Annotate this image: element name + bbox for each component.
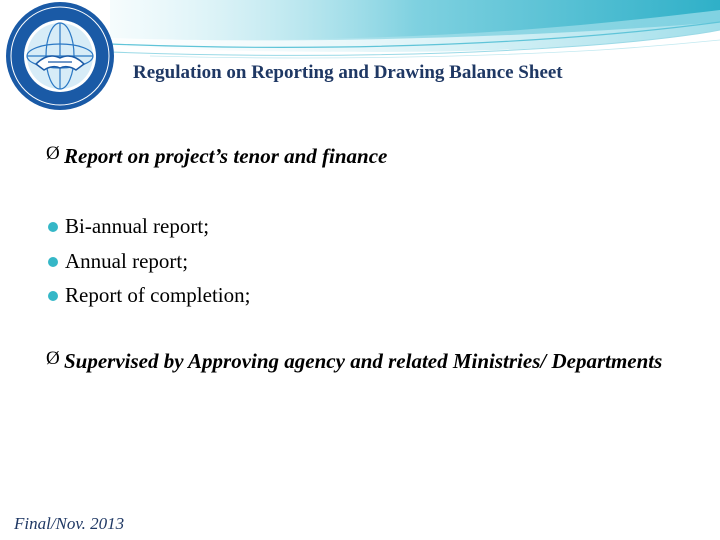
list-item-text: Bi-annual report; [65,214,210,238]
list-item [48,209,250,244]
bullet-dot-icon [48,291,58,301]
section-heading-text: Report on project’s tenor and finance [64,144,388,168]
list-item [48,244,250,279]
bullet-dot-icon [48,257,58,267]
section-heading-text: Supervised by Approving agency and related Ministries/ Departments [64,349,663,373]
section-heading-supervised [46,347,686,375]
bullet-dot-icon [48,222,58,232]
organization-logo [4,0,116,112]
footer-note: Final/Nov. 2013 [14,514,125,533]
list-item-text: Annual report; [65,248,189,273]
list-item [48,278,250,313]
slide-title: Regulation on Reporting and Drawing Balance Sheet [133,62,563,83]
arrow-bullet-icon: Ø [46,348,60,369]
report-list [48,209,250,313]
list-item-text: Report of completion; [65,283,251,307]
arrow-bullet-icon: Ø [46,143,60,164]
section-heading-tenor [46,142,686,170]
